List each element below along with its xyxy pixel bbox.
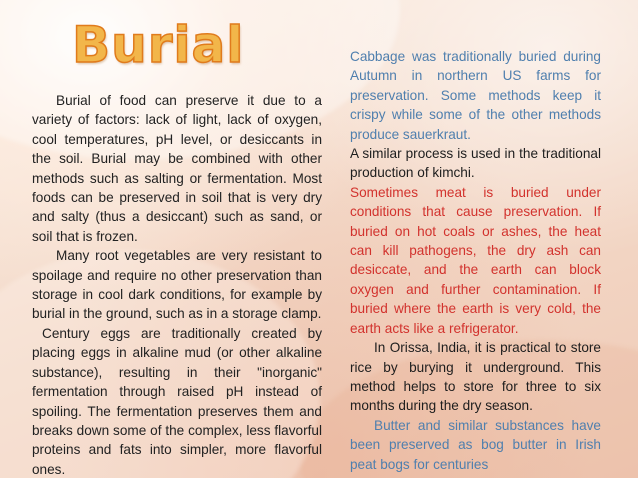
- paragraph-cabbage: Cabbage was traditionally buried during Autumn in northern US farms for preservation. Some methods keep it crispy while some of the other methods produce sauerkraut.: [350, 49, 601, 142]
- paragraph-meat: Sometimes meat is buried under conditions that cause preservation. If buried on hot coals or ashes, the heat can kill pathogens, the dry ash can desiccate, and the earth can block oxygen and further contamination. If buried where the earth is very cold, the earth acts like a refrigerator.: [350, 184, 601, 336]
- paragraph-century-eggs: Century eggs are traditionally created by placing eggs in alkaline mud (or other alkaline substance), resulting in their "inorganic" fermentation through raised pH instead of spoiling. The fermentation preserves them and breaks down some of the complex, less flavorful proteins and fats into simpler, more flavorful ones.: [32, 325, 322, 477]
- right-column: [350, 47, 601, 474]
- left-column: [32, 91, 322, 478]
- slide-title: Burial: [72, 16, 245, 74]
- paragraph-kimchi: A similar process is used in the traditional production of kimchi.: [350, 146, 601, 181]
- paragraph-orissa: In Orissa, India, it is practical to store rice by burying it underground. This method helps to store for three to six months during the dry season.: [350, 340, 601, 414]
- paragraph-burial-factors: Burial of food can preserve it due to a variety of factors: lack of light, lack of oxygen, cool temperatures, pH level, or desiccants in the soil. Burial may be combined with other methods such as salting or fermentation. Most foods can be preserved in soil that is very dry and salty (thus a desiccant) such as sand, or soil that is frozen.: [32, 93, 322, 244]
- paragraph-root-vegetables: Many root vegetables are very resistant to spoilage and require no other preservation than storage in cool dark conditions, for example by burial in the ground, such as in a storage clamp.: [32, 248, 322, 322]
- paragraph-bog-butter: Butter and similar substances have been preserved as bog butter in Irish peat bogs for centuries: [350, 417, 601, 472]
